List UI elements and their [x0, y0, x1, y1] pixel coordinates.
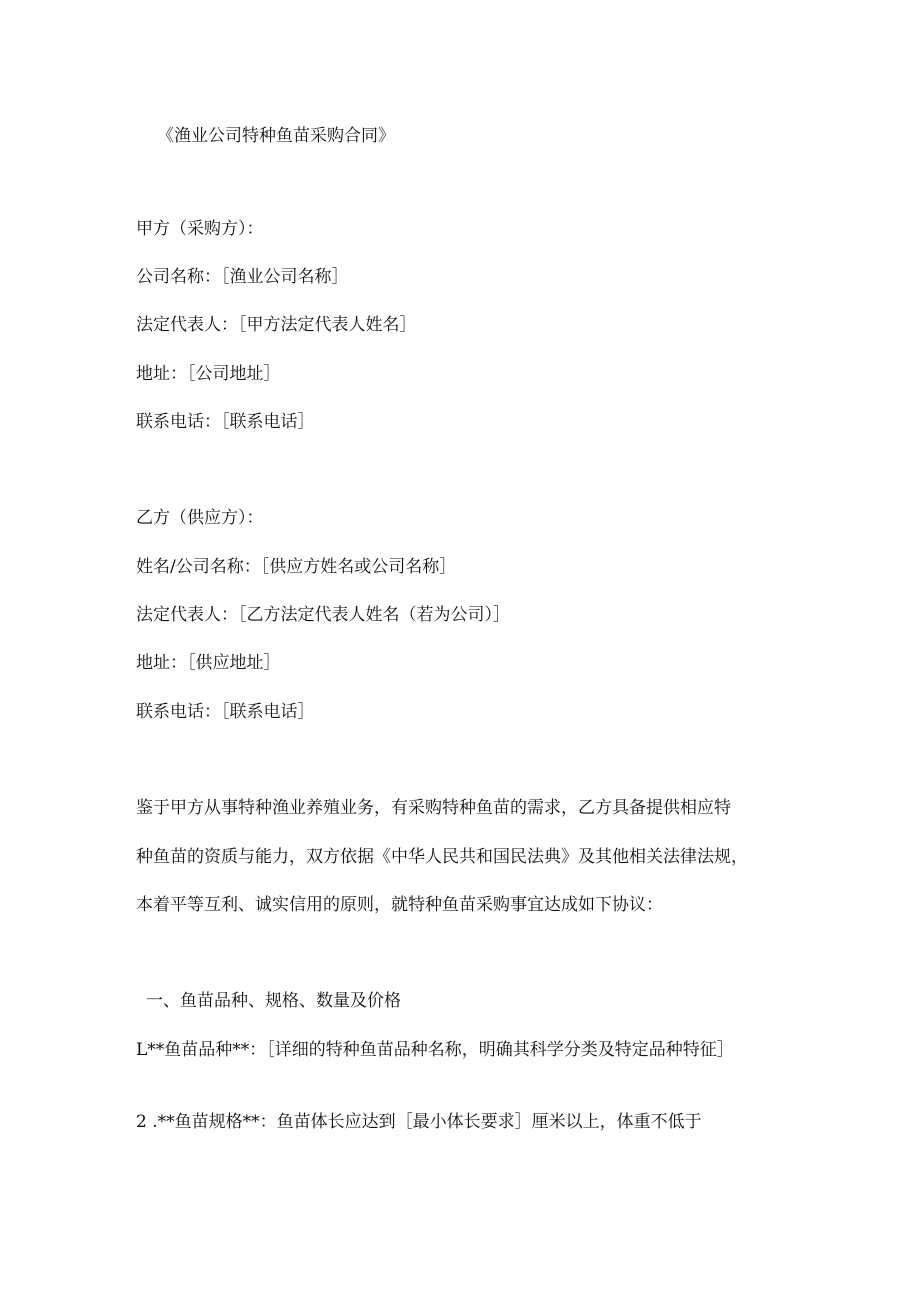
party-b-heading: 乙方（供应方）： — [136, 508, 264, 528]
party-a-heading: 甲方（采购方）： — [136, 219, 264, 239]
party-a-legal-rep: 法定代表人：［甲方法定代表人姓名］ — [136, 315, 417, 335]
party-a-address: 地址：［公司地址］ — [136, 364, 281, 384]
document-title: 《渔业公司特种鱼苗采购合同》 — [157, 126, 395, 146]
preamble-line-2: 种鱼苗的资质与能力，双方依据《中华人民共和国民法典》及其他相关法律法规， — [136, 847, 748, 867]
party-a-company: 公司名称：［渔业公司名称］ — [136, 267, 349, 287]
party-a-phone: 联系电话：［联系电话］ — [136, 412, 315, 432]
section-1-item-2: 2 .**鱼苗规格**：鱼苗体长应达到［最小体长要求］厘米以上，体重不低于 — [136, 1112, 702, 1132]
party-b-legal-rep: 法定代表人：［乙方法定代表人姓名（若为公司）］ — [136, 605, 510, 625]
preamble-line-3: 本着平等互利、诚实信用的原则，就特种鱼苗采购事宜达成如下协议： — [136, 895, 663, 915]
party-b-phone: 联系电话：［联系电话］ — [136, 702, 315, 722]
section-1-item-1: L**鱼苗品种**：［详细的特种鱼苗品种名称，明确其科学分类及特定品种特征］ — [136, 1040, 734, 1060]
party-b-address: 地址：［供应地址］ — [136, 653, 281, 673]
section-1-heading: 一、鱼苗品种、规格、数量及价格 — [146, 991, 401, 1011]
party-b-name: 姓名/公司名称：［供应方姓名或公司名称］ — [136, 557, 457, 577]
preamble-line-1: 鉴于甲方从事特种渔业养殖业务，有采购特种鱼苗的需求，乙方具备提供相应特 — [136, 798, 731, 818]
